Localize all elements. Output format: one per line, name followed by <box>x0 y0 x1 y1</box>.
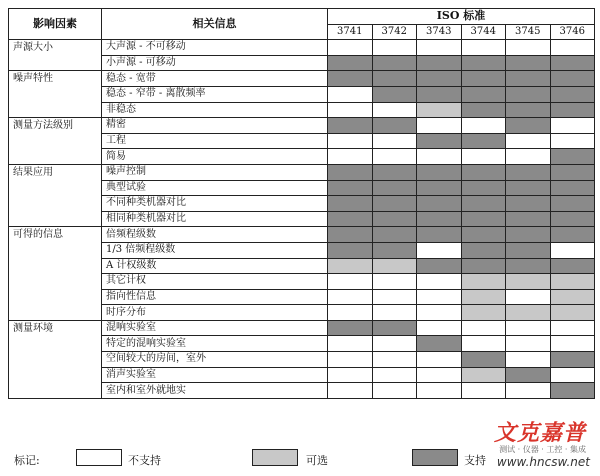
support-cell-3742 <box>372 227 417 243</box>
support-cell-3741 <box>328 196 373 212</box>
iso-header: ISO 标准 <box>328 9 595 25</box>
support-cell-3746 <box>550 274 595 290</box>
support-cell-3745 <box>506 86 551 102</box>
support-cell-3742 <box>372 352 417 368</box>
support-cell-3745 <box>506 274 551 290</box>
support-cell-3743 <box>417 258 462 274</box>
support-cell-3743 <box>417 149 462 165</box>
support-cell-3741 <box>328 86 373 102</box>
support-cell-3742 <box>372 180 417 196</box>
support-cell-3741 <box>328 320 373 336</box>
support-cell-3741 <box>328 367 373 383</box>
support-cell-3746 <box>550 367 595 383</box>
standard-3742: 3742 <box>372 24 417 40</box>
support-cell-3746 <box>550 320 595 336</box>
support-cell-3742 <box>372 383 417 399</box>
info-label: 稳态 - 宽带 <box>102 71 328 87</box>
info-label: 小声源 - 可移动 <box>102 55 328 71</box>
support-cell-3745 <box>506 71 551 87</box>
support-cell-3745 <box>506 211 551 227</box>
support-cell-3743 <box>417 289 462 305</box>
support-cell-3746 <box>550 336 595 352</box>
support-cell-3743 <box>417 164 462 180</box>
support-cell-3744 <box>461 211 506 227</box>
support-cell-3743 <box>417 367 462 383</box>
support-cell-3745 <box>506 118 551 134</box>
legend-supported-label: 支持 <box>464 454 486 467</box>
support-cell-3744 <box>461 102 506 118</box>
support-cell-3745 <box>506 258 551 274</box>
support-cell-3746 <box>550 164 595 180</box>
factor-label: 可得的信息 <box>9 227 102 321</box>
support-cell-3746 <box>550 55 595 71</box>
support-cell-3742 <box>372 336 417 352</box>
support-cell-3745 <box>506 336 551 352</box>
info-label: 1/3 倍频程级数 <box>102 242 328 258</box>
table-row <box>9 164 595 180</box>
support-cell-3743 <box>417 352 462 368</box>
standard-3743: 3743 <box>417 24 462 40</box>
support-cell-3743 <box>417 320 462 336</box>
factor-label: 噪声特性 <box>9 71 102 118</box>
factor-label: 声源大小 <box>9 40 102 71</box>
support-cell-3741 <box>328 289 373 305</box>
support-cell-3743 <box>417 180 462 196</box>
support-cell-3741 <box>328 55 373 71</box>
support-cell-3743 <box>417 242 462 258</box>
info-label: 工程 <box>102 133 328 149</box>
support-cell-3745 <box>506 227 551 243</box>
support-cell-3743 <box>417 86 462 102</box>
legend-optional-label: 可选 <box>306 454 328 467</box>
info-label: 消声实验室 <box>102 367 328 383</box>
support-cell-3746 <box>550 71 595 87</box>
support-cell-3741 <box>328 352 373 368</box>
support-cell-3745 <box>506 180 551 196</box>
support-cell-3744 <box>461 55 506 71</box>
support-cell-3742 <box>372 102 417 118</box>
support-cell-3742 <box>372 149 417 165</box>
support-cell-3744 <box>461 149 506 165</box>
standard-3741: 3741 <box>328 24 373 40</box>
support-cell-3746 <box>550 196 595 212</box>
table-row <box>9 118 595 134</box>
support-cell-3743 <box>417 274 462 290</box>
support-cell-3742 <box>372 118 417 134</box>
table-row <box>9 227 595 243</box>
info-label: 室内和室外就地实 <box>102 383 328 399</box>
support-cell-3741 <box>328 305 373 321</box>
support-cell-3742 <box>372 211 417 227</box>
support-cell-3743 <box>417 336 462 352</box>
support-cell-3741 <box>328 149 373 165</box>
support-cell-3746 <box>550 352 595 368</box>
support-cell-3746 <box>550 383 595 399</box>
support-cell-3741 <box>328 383 373 399</box>
support-cell-3745 <box>506 305 551 321</box>
factor-label: 测量环境 <box>9 320 102 398</box>
support-cell-3745 <box>506 133 551 149</box>
info-header: 相关信息 <box>102 9 328 40</box>
info-label: A 计权级数 <box>102 258 328 274</box>
info-label: 精密 <box>102 118 328 134</box>
table-row <box>9 71 595 87</box>
table-row <box>9 320 595 336</box>
support-cell-3743 <box>417 133 462 149</box>
support-cell-3744 <box>461 320 506 336</box>
support-cell-3741 <box>328 180 373 196</box>
support-cell-3746 <box>550 258 595 274</box>
info-label: 非稳态 <box>102 102 328 118</box>
support-cell-3743 <box>417 102 462 118</box>
support-cell-3743 <box>417 71 462 87</box>
support-cell-3743 <box>417 118 462 134</box>
support-cell-3745 <box>506 352 551 368</box>
iso-standards-table <box>8 8 595 399</box>
support-cell-3744 <box>461 383 506 399</box>
support-cell-3744 <box>461 352 506 368</box>
support-cell-3744 <box>461 336 506 352</box>
support-cell-3742 <box>372 164 417 180</box>
standard-3744: 3744 <box>461 24 506 40</box>
support-cell-3741 <box>328 242 373 258</box>
support-cell-3741 <box>328 71 373 87</box>
support-cell-3746 <box>550 289 595 305</box>
watermark-logo <box>414 414 594 470</box>
info-label: 不同种类机器对比 <box>102 196 328 212</box>
support-cell-3742 <box>372 40 417 56</box>
factor-label: 测量方法级别 <box>9 118 102 165</box>
watermark-url: www.hncsw.net <box>496 455 590 469</box>
support-cell-3742 <box>372 289 417 305</box>
support-cell-3745 <box>506 40 551 56</box>
support-cell-3746 <box>550 149 595 165</box>
legend-none-label: 不支持 <box>128 454 161 467</box>
support-cell-3744 <box>461 118 506 134</box>
info-label: 相同种类机器对比 <box>102 211 328 227</box>
support-cell-3741 <box>328 102 373 118</box>
support-cell-3743 <box>417 211 462 227</box>
factor-label: 结果应用 <box>9 164 102 226</box>
support-cell-3743 <box>417 383 462 399</box>
support-cell-3742 <box>372 274 417 290</box>
support-cell-3741 <box>328 258 373 274</box>
support-cell-3742 <box>372 305 417 321</box>
support-cell-3744 <box>461 40 506 56</box>
support-cell-3741 <box>328 336 373 352</box>
support-cell-3742 <box>372 258 417 274</box>
support-cell-3744 <box>461 305 506 321</box>
support-cell-3741 <box>328 274 373 290</box>
support-cell-3744 <box>461 196 506 212</box>
support-cell-3744 <box>461 242 506 258</box>
support-cell-3745 <box>506 367 551 383</box>
standard-3745: 3745 <box>506 24 551 40</box>
info-label: 其它计权 <box>102 274 328 290</box>
support-cell-3742 <box>372 55 417 71</box>
support-cell-3741 <box>328 227 373 243</box>
support-cell-3745 <box>506 55 551 71</box>
support-cell-3744 <box>461 164 506 180</box>
table-row <box>9 40 595 56</box>
support-cell-3744 <box>461 258 506 274</box>
support-cell-3745 <box>506 102 551 118</box>
support-cell-3741 <box>328 164 373 180</box>
info-label: 稳态 - 窄带 - 离散频率 <box>102 86 328 102</box>
support-cell-3744 <box>461 227 506 243</box>
support-cell-3745 <box>506 196 551 212</box>
support-cell-3744 <box>461 274 506 290</box>
watermark-subtitle: 测试 · 仪器 · 工控 · 集成 <box>499 445 586 454</box>
support-cell-3744 <box>461 71 506 87</box>
support-cell-3746 <box>550 211 595 227</box>
support-cell-3746 <box>550 86 595 102</box>
info-label: 简易 <box>102 149 328 165</box>
support-cell-3746 <box>550 133 595 149</box>
support-cell-3743 <box>417 196 462 212</box>
support-cell-3746 <box>550 180 595 196</box>
support-cell-3746 <box>550 227 595 243</box>
support-cell-3741 <box>328 211 373 227</box>
support-cell-3742 <box>372 242 417 258</box>
support-cell-3742 <box>372 133 417 149</box>
support-cell-3744 <box>461 289 506 305</box>
info-label: 时序分布 <box>102 305 328 321</box>
info-label: 混响实验室 <box>102 320 328 336</box>
support-cell-3744 <box>461 367 506 383</box>
support-cell-3746 <box>550 102 595 118</box>
support-cell-3744 <box>461 133 506 149</box>
info-label: 空间较大的房间，室外 <box>102 352 328 368</box>
support-cell-3743 <box>417 40 462 56</box>
support-cell-3745 <box>506 164 551 180</box>
support-cell-3742 <box>372 320 417 336</box>
info-label: 指向性信息 <box>102 289 328 305</box>
support-cell-3743 <box>417 227 462 243</box>
info-label: 特定的混响实验室 <box>102 336 328 352</box>
support-cell-3742 <box>372 71 417 87</box>
support-cell-3742 <box>372 367 417 383</box>
support-cell-3745 <box>506 242 551 258</box>
table-body <box>9 40 595 399</box>
info-label: 噪声控制 <box>102 164 328 180</box>
support-cell-3745 <box>506 383 551 399</box>
info-label: 倍频程级数 <box>102 227 328 243</box>
legend-title: 标记: <box>14 454 40 467</box>
support-cell-3743 <box>417 305 462 321</box>
legend-none-swatch <box>76 449 122 466</box>
info-label: 典型试验 <box>102 180 328 196</box>
standard-3746: 3746 <box>550 24 595 40</box>
support-cell-3744 <box>461 180 506 196</box>
support-cell-3745 <box>506 320 551 336</box>
support-cell-3743 <box>417 55 462 71</box>
support-cell-3741 <box>328 133 373 149</box>
support-cell-3741 <box>328 118 373 134</box>
support-cell-3741 <box>328 40 373 56</box>
info-label: 大声源 - 不可移动 <box>102 40 328 56</box>
support-cell-3746 <box>550 118 595 134</box>
support-cell-3745 <box>506 289 551 305</box>
legend-optional-swatch <box>252 449 298 466</box>
watermark-title: 文克嘉普 <box>493 421 586 446</box>
support-cell-3746 <box>550 40 595 56</box>
support-cell-3742 <box>372 86 417 102</box>
support-cell-3746 <box>550 305 595 321</box>
support-cell-3744 <box>461 86 506 102</box>
support-cell-3742 <box>372 196 417 212</box>
support-cell-3745 <box>506 149 551 165</box>
factor-header: 影响因素 <box>9 9 102 40</box>
support-cell-3746 <box>550 242 595 258</box>
